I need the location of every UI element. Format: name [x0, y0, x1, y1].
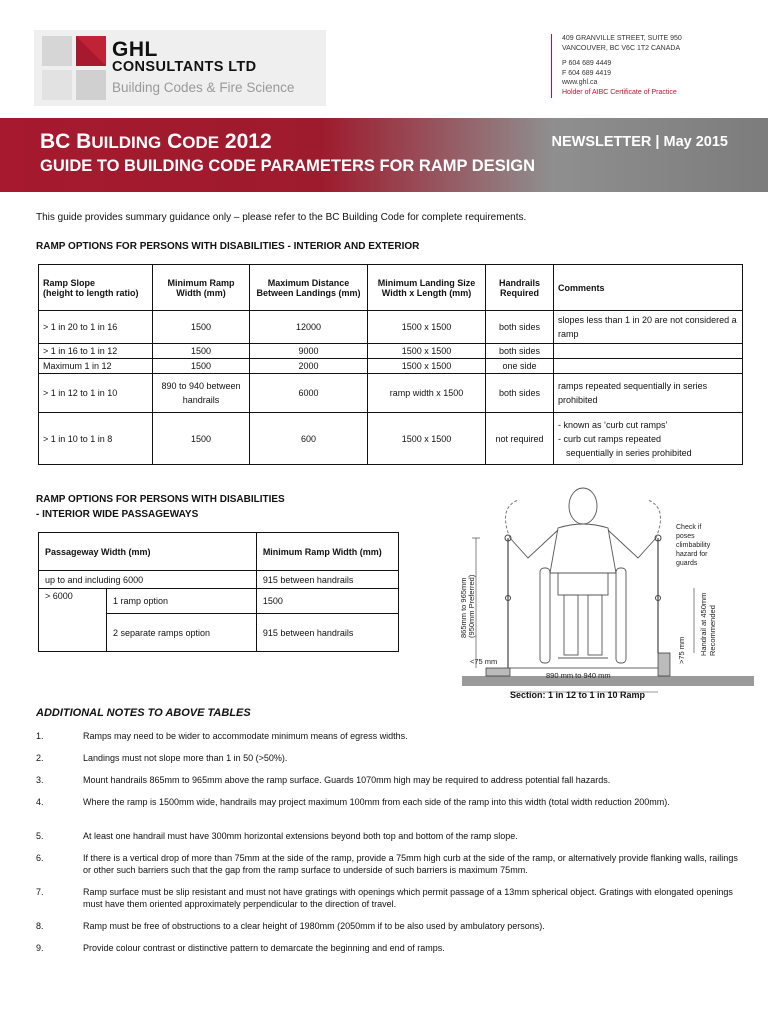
fax: F 604 689 4419: [562, 69, 612, 77]
table-cell: both sides: [486, 311, 554, 344]
table-cell: 1500: [153, 413, 250, 465]
side-gap-label: <75 mm: [470, 657, 498, 666]
table-cell: 1500 x 1500: [368, 413, 486, 465]
list-item: 5. At least one handrail must have 300mm horizontal extensions beyond both top and bottom of the ramp slope.: [36, 831, 518, 841]
table-cell: slopes less than 1 in 20 are not considered a ramp: [554, 311, 743, 344]
table-cell: > 1 in 12 to 1 in 10: [39, 374, 153, 413]
table-cell: > 6000: [39, 589, 107, 652]
table-row: [39, 311, 743, 344]
handrail-label-2: Recommended: [708, 605, 717, 656]
curb-left: [486, 668, 510, 676]
table-cell: [554, 359, 743, 374]
list-item: 4. Where the ramp is 1500mm wide, handrails may project maximum 100mm from each side of the ramp into this width (total width reduction 200mm).: [36, 797, 670, 807]
width-label: 890 mm to 940 mm: [546, 671, 611, 680]
table-cell: 1500: [153, 359, 250, 374]
list-item: 1. Ramps may need to be wider to accommodate minimum means of egress widths.: [36, 731, 408, 741]
table-cell: 1500 x 1500: [368, 359, 486, 374]
table-cell: > 1 in 20 to 1 in 16: [39, 311, 153, 344]
notes-title: ADDITIONAL NOTES TO ABOVE TABLES: [36, 707, 251, 719]
list-item: 9. Provide colour contrast or distinctive pattern to demarcate the beginning and end of ramps.: [36, 943, 445, 953]
website-link[interactable]: www.ghl.ca: [562, 79, 598, 87]
list-item: 3. Mount handrails 865mm to 965mm above the ramp surface. Guards 1070mm high may be required to address potential fall hazards.: [36, 775, 611, 785]
table-cell: Minimum Ramp Width (mm): [256, 533, 398, 571]
table-row: [39, 589, 399, 614]
table-header-row: [39, 265, 743, 311]
address-line-1: 409 GRANVILLE STREET, SUITE 950: [562, 35, 682, 42]
table-cell: ramps repeated sequentially in series prohibited: [554, 374, 743, 413]
contact-block: [551, 34, 682, 98]
company-name: GHL: [112, 38, 158, 61]
col-handrails: Handrails Required: [486, 265, 554, 311]
height-label: 865mm to 965mm: [459, 577, 468, 638]
table-row: [39, 374, 743, 413]
table-cell: 915 between handrails: [256, 614, 398, 652]
col-ramp-slope: Ramp Slope (height to length ratio): [39, 265, 153, 311]
list-item: 7. Ramp surface must be slip resistant and must not have gratings with openings which permit passage of a 13mm spherical object. Gratings with elongated openings must have them oriented approximately perpendicular to the direction of travel.: [36, 887, 733, 909]
banner-subtitle: GUIDE TO BUILDING CODE PARAMETERS FOR RAMP DESIGN: [40, 157, 536, 175]
table-cell: Passageway Width (mm): [39, 533, 257, 571]
section-1-title: RAMP OPTIONS FOR PERSONS WITH DISABILITIES - INTERIOR AND EXTERIOR: [36, 241, 420, 252]
table-cell: > 1 in 10 to 1 in 8: [39, 413, 153, 465]
height-label-2: (950mm Preferred): [467, 574, 476, 638]
table-cell: - known as ‘curb cut ramps’ - curb cut ramps repeated sequentially in series prohibited: [554, 413, 743, 465]
curb-height-label: >75 mm: [677, 636, 686, 664]
list-item: 6. If there is a vertical drop of more than 75mm at the side of the ramp, provide a 75mm high curb at the side of the ramp, or alternatively provide flanking walls, railings or other such barriers such that the gap from the ramp surface to underside of such barriers is maximum 75mm.: [36, 853, 738, 875]
table-row: [39, 359, 743, 374]
table-header-row: [39, 533, 399, 571]
phone: P 604 689 4449: [562, 60, 612, 68]
col-min-width: Minimum Ramp Width (mm): [153, 265, 250, 311]
ramp-section-diagram: [458, 478, 758, 700]
curb-right: [658, 653, 670, 676]
handrail-label: Handrail at 450mm: [699, 592, 708, 656]
passageway-table: [38, 532, 399, 652]
ramp-options-table: [38, 264, 743, 465]
table-cell: both sides: [486, 374, 554, 413]
table-row: [39, 571, 399, 589]
section-2-title: RAMP OPTIONS FOR PERSONS WITH DISABILITIES - INTERIOR WIDE PASSAGEWAYS: [36, 494, 285, 520]
table-cell: not required: [486, 413, 554, 465]
table-cell: 915 between handrails: [256, 571, 398, 589]
notes-list: [36, 730, 746, 964]
table-cell: 1500: [153, 311, 250, 344]
table-cell: 890 to 940 between handrails: [153, 374, 250, 413]
table-cell: up to and including 6000: [39, 571, 257, 589]
check-note-1: Check if: [676, 524, 702, 531]
table-cell: > 1 in 16 to 1 in 12: [39, 344, 153, 359]
company-name-2: CONSULTANTS LTD: [112, 59, 257, 75]
table-cell: 1 ramp option: [107, 589, 257, 614]
table-cell: 2 separate ramps option: [107, 614, 257, 652]
table-cell: 2000: [250, 359, 368, 374]
list-item: 2. Landings must not slope more than 1 in 50 (>50%).: [36, 753, 288, 763]
figure-caption: Section: 1 in 12 to 1 in 10 Ramp: [510, 690, 646, 700]
table-cell: 9000: [250, 344, 368, 359]
table-cell: 6000: [250, 374, 368, 413]
table-cell: Maximum 1 in 12: [39, 359, 153, 374]
newsletter-date: NEWSLETTER | May 2015: [551, 134, 728, 150]
address-line-2: VANCOUVER, BC V6C 1T2 CANADA: [562, 44, 681, 52]
table-cell: [554, 344, 743, 359]
ghl-logo-mark-icon: [42, 36, 106, 100]
table-cell: 12000: [250, 311, 368, 344]
table-cell: 1500: [153, 344, 250, 359]
table-cell: 1500 x 1500: [368, 344, 486, 359]
certificate-note: Holder of AIBC Certificate of Practice: [562, 88, 677, 96]
intro-text: This guide provides summary guidance only – please refer to the BC Building Code for complete requirements.: [36, 212, 527, 223]
list-item: 8. Ramp must be free of obstructions to a clear height of 1980mm (2050mm if to be also used by ambulatory persons).: [36, 921, 545, 931]
table-cell: both sides: [486, 344, 554, 359]
check-note-3: climbability: [676, 542, 711, 549]
company-tagline: Building Codes & Fire Science: [112, 80, 295, 95]
company-logo: [34, 30, 326, 106]
col-comments: Comments: [554, 265, 743, 311]
table-row: [39, 413, 743, 465]
table-cell: 1500: [256, 589, 398, 614]
table-cell: ramp width x 1500: [368, 374, 486, 413]
banner-title: BC BUILDING CODE 2012: [40, 130, 272, 153]
col-landing-size: Minimum Landing Size Width x Length (mm): [368, 265, 486, 311]
table-cell: 1500 x 1500: [368, 311, 486, 344]
check-note-2: poses: [676, 533, 695, 540]
check-note-5: guards: [676, 560, 698, 567]
col-max-distance: Maximum Distance Between Landings (mm): [250, 265, 368, 311]
table-cell: 600: [250, 413, 368, 465]
table-row: [39, 344, 743, 359]
table-cell: one side: [486, 359, 554, 374]
check-note-4: hazard for: [676, 551, 708, 558]
wheelchair-user-icon: [510, 488, 656, 663]
